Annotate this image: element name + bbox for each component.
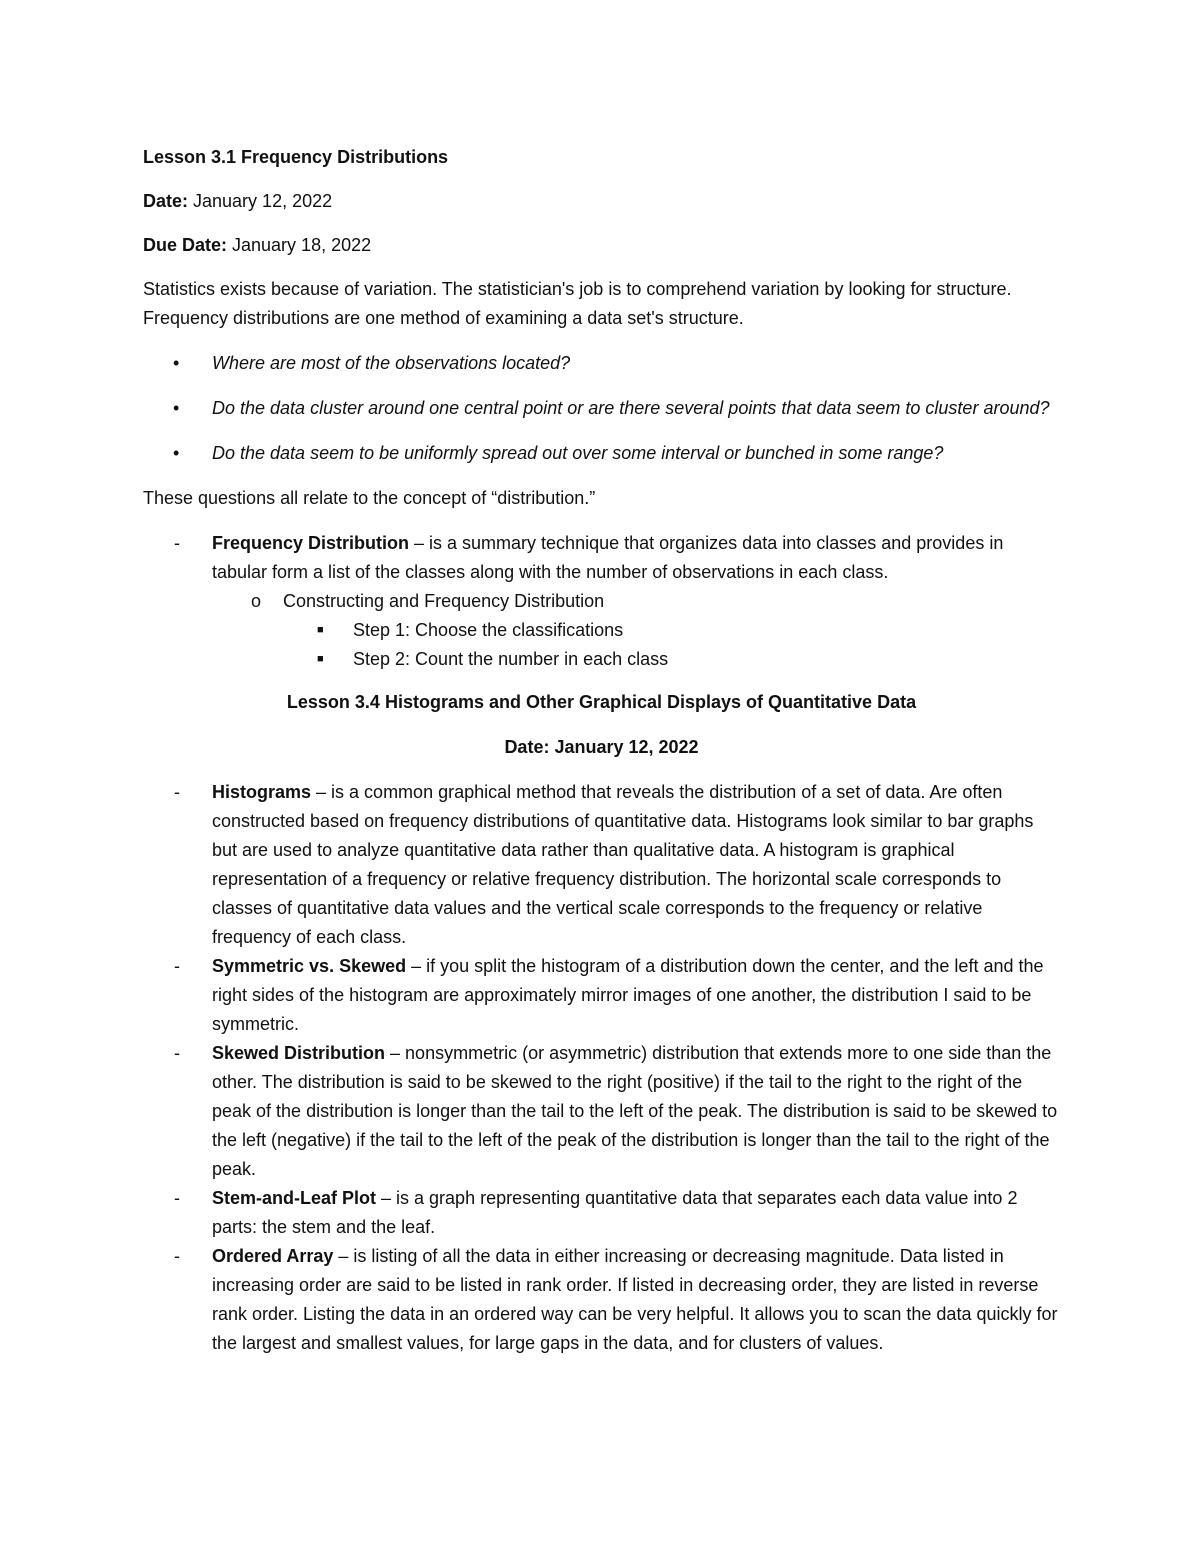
definition-item	[143, 529, 1060, 674]
term-item	[143, 1242, 1060, 1358]
sub-list	[212, 587, 1060, 674]
date-label: Date:	[143, 191, 189, 211]
question-text: Do the data seem to be uniformly spread out over some interval or bunched in some range?	[212, 443, 944, 463]
definition-list	[143, 529, 1060, 674]
step-text: Step 1: Choose the classifications	[353, 620, 624, 640]
due-date-line	[143, 231, 1060, 260]
term-name: Skewed Distribution	[212, 1043, 386, 1063]
relate-paragraph: These questions all relate to the concept of “distribution.”	[143, 488, 596, 508]
term-name: Symmetric vs. Skewed	[212, 956, 407, 976]
term-text: – is listing of all the data in either increasing or decreasing magnitude. Data listed in increasing order are said to be listed in rank order. If listed in decreasing order, they are listed in reverse rank order. Listing the data in an ordered way can be very helpful. It allows you to scan the data quickly for the largest and smallest values, for large gaps in the data, and for clusters of values.	[212, 1246, 1058, 1353]
date-line	[143, 187, 1060, 216]
term-item	[143, 952, 1060, 1039]
lesson-3-1-title: Lesson 3.1 Frequency Distributions	[143, 147, 449, 167]
lesson-3-4-date: Date: January 12, 2022	[504, 737, 699, 757]
term-name: Histograms	[212, 782, 312, 802]
step-text: Step 2: Count the number in each class	[353, 649, 669, 669]
dash-marker: -	[174, 782, 180, 802]
term-text: – if you split the histogram of a distribution down the center, and the left and the right sides of the histogram are approximately mirror images of one another, the distribution I said to be symmetric.	[212, 956, 1044, 1034]
dash-marker: -	[174, 1246, 180, 1266]
term-item	[143, 1039, 1060, 1184]
question-item	[143, 439, 1060, 468]
term-item	[143, 1184, 1060, 1242]
term-text: – nonsymmetric (or asymmetric) distribution that extends more to one side than the other. The distribution is said to be skewed to the right (positive) if the tail to the right to the right of the peak of the distribution is longer than the tail to the left of the peak. The distribution is said to be skewed to the left (negative) if the tail to the left of the peak of the distribution is longer than the tail to the right of the peak.	[212, 1043, 1058, 1179]
terms-list	[143, 778, 1060, 1358]
question-text: Do the data cluster around one central point or are there several points that data seem to cluster around?	[212, 398, 1050, 418]
bullet-icon: •	[173, 353, 180, 373]
lesson-3-4-title: Lesson 3.4 Histograms and Other Graphical Displays of Quantitative Data	[286, 692, 917, 712]
term-name: Stem-and-Leaf Plot	[212, 1188, 377, 1208]
bullet-icon: •	[173, 443, 180, 463]
date-value: January 12, 2022	[188, 191, 333, 211]
term-text: – is a graph representing quantitative data that separates each data value into 2 parts: the stem and the leaf.	[212, 1188, 1018, 1237]
square-bullet-icon: ■	[317, 653, 324, 665]
dash-marker: -	[174, 1188, 180, 1208]
circle-bullet-icon: o	[251, 591, 262, 611]
step-item	[143, 645, 1060, 674]
questions-list	[143, 349, 1060, 468]
term-name: Ordered Array	[212, 1246, 334, 1266]
due-date-label: Due Date:	[143, 235, 228, 255]
question-item	[143, 349, 1060, 378]
term-item	[143, 778, 1060, 952]
bullet-icon: •	[173, 398, 180, 418]
steps-list	[283, 616, 1060, 674]
due-date-value: January 18, 2022	[227, 235, 372, 255]
term-text: – is a common graphical method that reveals the distribution of a set of data. Are often constructed based on frequency distributions of quantitative data. Histograms look similar to bar graphs but are used to analyze quantitative data rather than qualitative data. A histogram is graphical representation of a frequency or relative frequency distribution. The horizontal scale corresponds to classes of quantitative data values and the vertical scale corresponds to the frequency or relative frequency of each class.	[212, 782, 1034, 947]
dash-marker: -	[174, 956, 180, 976]
dash-marker: -	[174, 1043, 180, 1063]
dash-marker: -	[174, 533, 180, 553]
question-text: Where are most of the observations located?	[212, 353, 571, 373]
definition-text: – is a summary technique that organizes data into classes and provides in tabular form a list of the classes along with the number of observations in each class.	[212, 533, 1004, 582]
intro-paragraph: Statistics exists because of variation. The statistician's job is to comprehend variation by looking for structure. Frequency distributions are one method of examining a data set's structure.	[143, 279, 1012, 328]
question-item	[143, 394, 1060, 423]
sub-item	[143, 587, 1060, 674]
square-bullet-icon: ■	[317, 624, 324, 636]
step-item	[143, 616, 1060, 645]
sub-item-text: Constructing and Frequency Distribution	[283, 591, 605, 611]
definition-term: Frequency Distribution	[212, 533, 410, 553]
